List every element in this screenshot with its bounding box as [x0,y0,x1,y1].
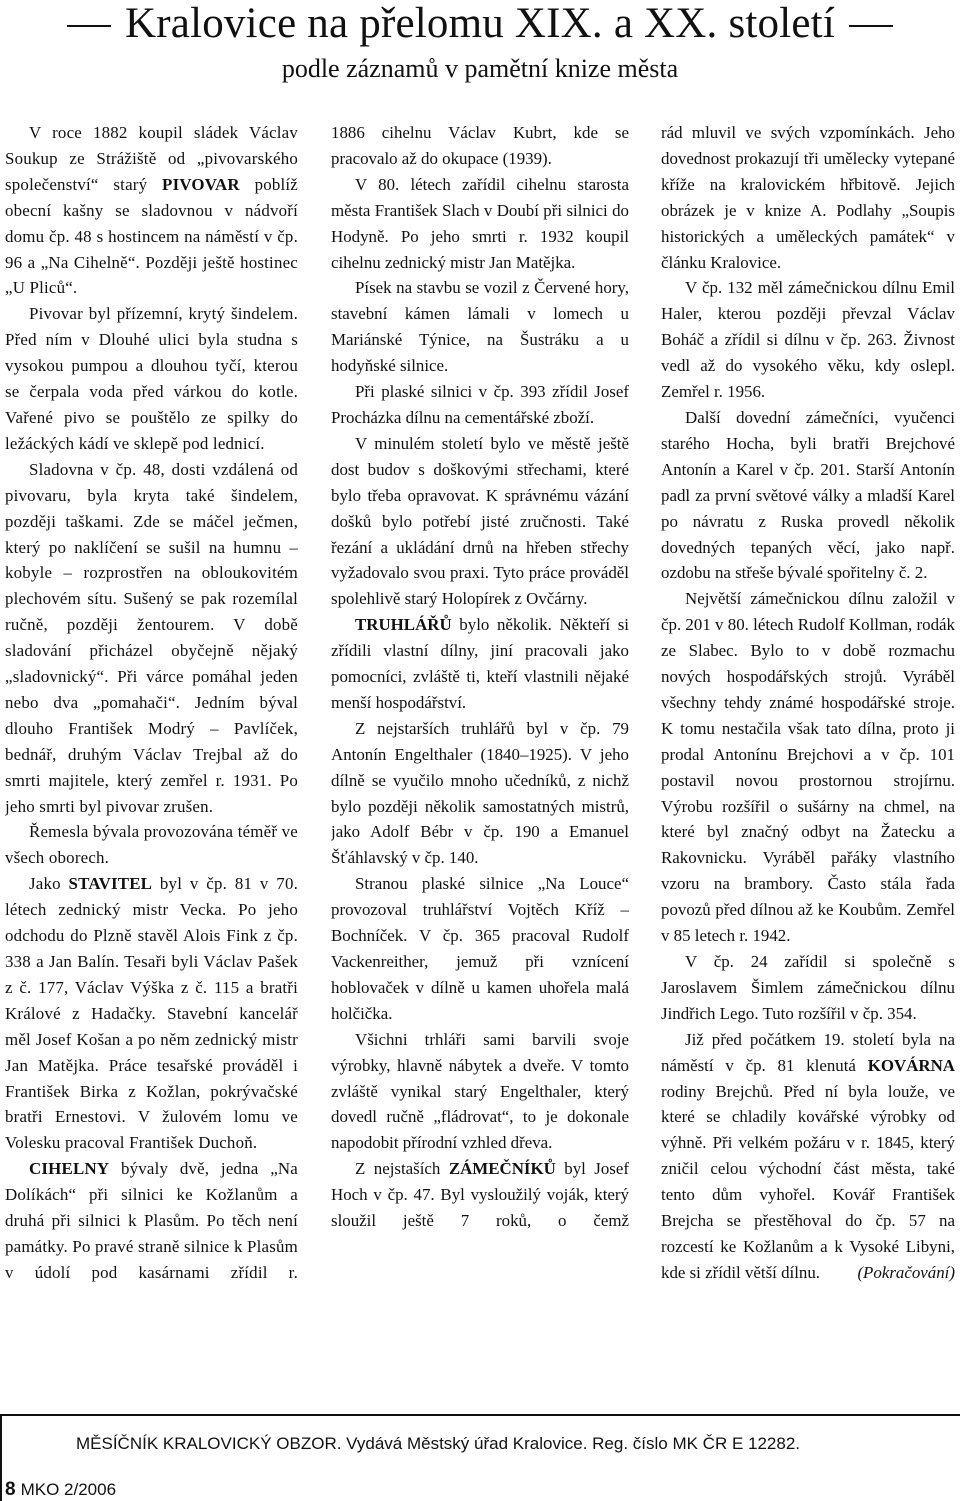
page-subtitle: podle záznamů v pamětní knize města [281,54,679,83]
paragraph: Stranou plaské silnice „Na Louce“ provozoval truhlářství Vojtěch Kříž – Bochníček. V čp. 365 pracoval Rudolf Vackenreither, jemuž při vznícení hoblovaček v dílně u kamen uhořela malá holčička. [331,874,629,1023]
page-footer [5,1480,116,1500]
paragraph: Jako STAVITEL byl v čp. 81 v 70. létech zednický mistr Vecka. Po jeho odchodu do Plzně stavěl Alois Fink z čp. 338 a Jan Balín. Tesaři byli Václav Pašek z č. 177, Václav Výška z č. 115 a bratři Králové z Hadačky. Stavební kancelář měl Josef Košan a po něm zednický mistr Jan Matějka. Práce tesařské prováděl i František Birka z Kožlan, pokrývačské bratři Ernestovi. V žulovém lomu ve Volesku pracoval František Duchoň. [5,874,298,1153]
left-title-rule [67,25,111,27]
imprint-line: MĚSÍČNÍK KRALOVICKÝ OBZOR. Vydává Městský úřad Kralovice. Reg. číslo MK ČR E 12282. [76,1434,801,1453]
paragraph: Z nejstaších ZÁMEČNÍKŮ byl Josef Hoch v čp. 47. Byl vysloužilý voják, který sloužil ještě 7 roků, o čemž [331,1159,629,1231]
paragraph: Již před počátkem 19. století byla na náměstí v čp. 81 klenutá KOVÁRNA rodiny Brejchů. Před ní byla louže, ve které se chladily kovářské výrobky od výhně. Při velkém požáru v r. 1845, který zničil celou východní část města, také tento dům vyhořel. Kovář František Brejcha se přestěhoval do čp. 57 na rozcestí ke Kožlanům a k Vysoké Libyni, kde si zřídil větší dílnu. (Pokračování) [661,1027,955,1286]
paragraph: Největší zámečnickou dílnu založil v čp. 201 v 80. létech Rudolf Kollman, rodák ze Slabec. Bylo to v době rozmachu nových hospodářských strojů. Vyráběl všechny tehdy známé hospodářské stroje. K tomu nestačila však tato dílna, proto ji prodal Antonínu Brejchovi a v čp. 101 postavil novou prostornou strojírnu. Výrobu rozšířil o sušárny na chmel, na které byl značný odbyt na Žatecku a Rakovnicku. Vyráběl pařáky vlastního vzoru na brambory. Často stála řada povozů před dílnou až ke Koubům. Zemřel v 85 letech r. 1942. [661,589,955,946]
paragraph: Písek na stavbu se vozil z Červené hory, stavební kámen lámali v lomech u Mariánské Týnice, na Šustráku a u hodyňské silnice. [331,278,629,376]
continuation-note: (Pokračování) [857,1262,955,1282]
paragraph: V minulém století bylo ve městě ještě dost budov s doškovými střechami, které bylo třeba opravovat. K správnému vázání došků bylo potřebí jisté zručnosti. Také řezání a ukládání drnů na hřeben střechy vyžadovalo svou praxi. Tyto práce prováděl spolehlivě starý Holopírek z Ovčárny. [331,433,629,609]
paragraph: Při plaské silnici v čp. 393 zřídil Josef Procházka dílnu na cementářské zboží. [331,382,629,427]
article-column-2 [331,120,629,1382]
issue-label: MKO 2/2006 [20,1480,117,1499]
footer-divider-vertical [0,1414,2,1501]
paragraph: Z nejstarších truhlářů byl v čp. 79 Antonín Engelthaler (1840–1925). V jeho dílně se vyučilo mnoho učedníků, z nichž bylo později několik samostatných mistrů, jako Adolf Bébr v čp. 190 a Emanuel Šťáhlavský v čp. 140. [331,718,629,868]
paragraph: Všichni trhláři sami barvili svoje výrobky, hlavně nábytek a dveře. V tomto zvláště vynikal starý Engelthaler, který dovedl ručně „fládrovat“, to je dokonale napodobit přírodní vzhled dřeva. [331,1029,629,1153]
paragraph: Pivovar byl přízemní, krytý šindelem. Před ním v Dlouhé ulici byla studna s vysokou pumpou a dlouhou tyčí, kterou se čerpala voda před várkou do kotle. Vařené pivo se pouštělo ze spilky do ležáckých kádí ve sklepě pod lednicí. [5,304,298,453]
paragraph: CIHELNY bývaly dvě, jedna „Na Dolíkách“ při silnici ke Kožlanům a druhá při silnici k Plasům. Po těch není památky. Po pravé straně silnice k Plasům v údolí pod kasárnami zřídil r. [5,1159,298,1282]
paragraph: V 80. létech zařídil cihelnu starosta města František Slach v Doubí při silnici do Hodyně. Po jeho smrti r. 1932 koupil cihelnu zednický mistr Jan Matějka. [331,174,629,272]
right-title-rule [849,25,893,27]
paragraph: V čp. 24 zařídil si společně s Jaroslavem Šimlem zámečnickou dílnu Jindřich Lego. Tuto rozšířil v čp. 354. [661,952,955,1023]
paragraph: rád mluvil ve svých vzpomínkách. Jeho dovednost prokazují tři umělecky vytepané kříže na kralovickém hřbitově. Jejich obrázek je v knize A. Podlahy „Soupis historických a uměleckých památek“ v článku Kralovice. [661,123,955,272]
paragraph: TRUHLÁŘŮ bylo několik. Někteří si zřídili vlastní dílny, jiní pracovali jako pomocníci, zvláště ti, kteří vlastnili nějaké menší hospodářství. [331,615,629,712]
paragraph: Sladovna v čp. 48, dosti vzdálená od pivovaru, byla kryta také šindelem, později taškami. Zde se máčel ječmen, který po naklíčení se sušil na humnu – kobyle – rozprostřen na obloukovitém plechovém sítu. Sušený se pak rozemílal ručně, později žentourem. V době sladování přicházel obyčejně nějaký „sladovnický“. Při várce pomáhal jeden nebo dva „pomahači“. Jedním býval dlouho František Modrý – Pavlíček, bednář, druhým Václav Trejbal až do smrti majitele, který zemřel r. 1931. Po jeho smrti byl pivovar zrušen. [5,459,298,816]
paragraph: Řemesla bývala provozována téměř ve všech oborech. [5,822,298,868]
page-header [0,2,960,46]
paragraph: V čp. 132 měl zámečnickou dílnu Emil Haler, kterou později převzal Václav Boháč a zřídil si dílnu v čp. 263. Živnost vedl až do vysokého věku, kdy oslepl. Zemřel r. 1956. [661,278,955,402]
footer-divider-horizontal [0,1414,960,1416]
paragraph: V roce 1882 koupil sládek Václav Soukup ze Strážiště od „pivovarského společenství“ starý PIVOVAR poblíž obecní kašny se sladovnou v nádvoří domu čp. 48 s hostincem na náměstí v čp. 96 a „Na Cihelně“. Později ještě hostinec „U Pliců“. [5,123,298,298]
page-number: 8 [5,1479,16,1500]
article-column-3 [661,120,955,1382]
page-title: Kralovice na přelomu XIX. a XX. století [125,0,835,47]
paragraph: Další dovední zámečníci, vyučenci starého Hocha, byli bratři Brejchové Antonín a Karel v čp. 201. Starší Antonín padl za první světové války a mladší Karel po návratu z Ruska provedl několik dovedných tepaných věcí, jako např. ozdobu na střeše bývalé spořitelny č. 2. [661,407,955,583]
article-column-1 [5,120,298,1382]
paragraph: 1886 cihelnu Václav Kubrt, kde se pracovalo až do okupace (1939). [331,123,629,168]
